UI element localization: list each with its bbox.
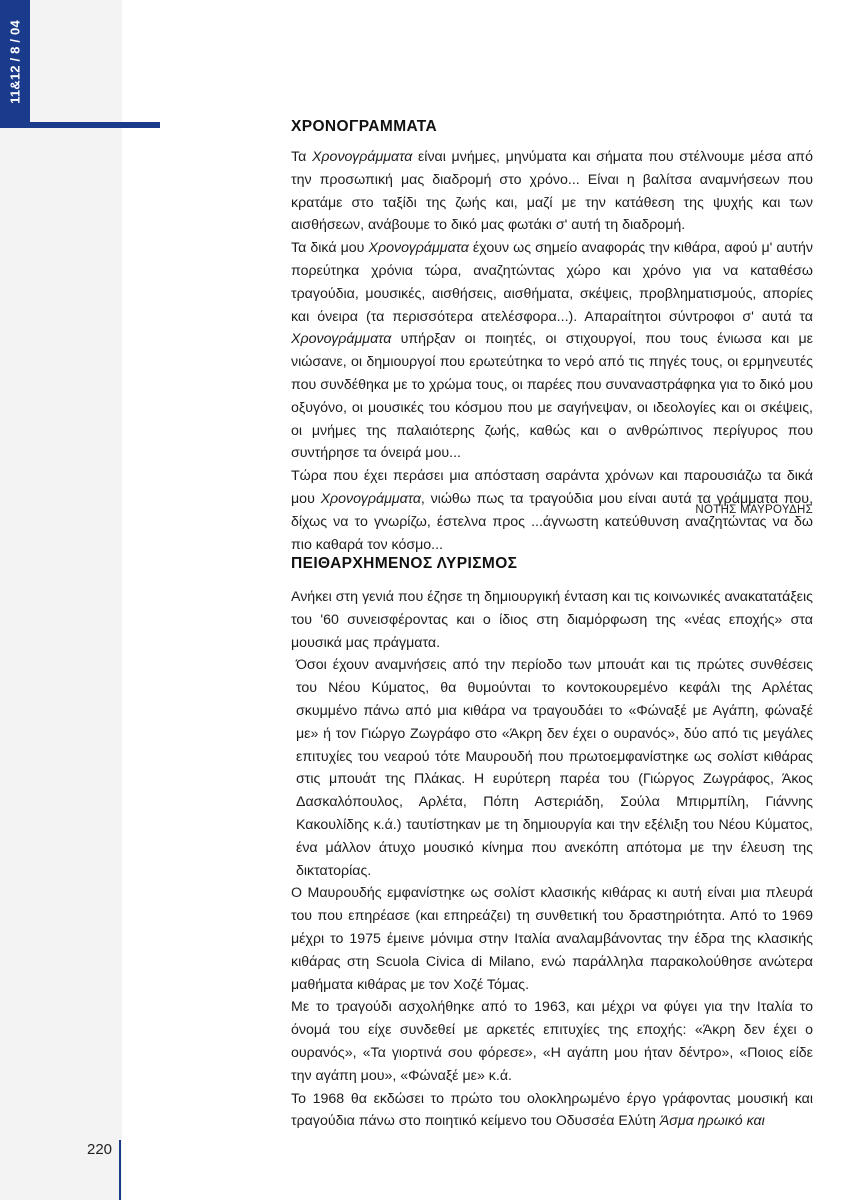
- paragraph: [291, 146, 813, 237]
- paragraph: Ο Μαυρουδής εμφανίστηκε ως σολίστ κλασικής κιθάρας κι αυτή είναι μια πλευρά του που επηρέασε (και επηρεάζει) τη συνθετική του δραστηριότητα. Από το 1969 μέχρι το 1975 έμεινε μόνιμα στην Ιταλία αναλαμβάνοντας την έδρα της κλασικής κιθάρας στη Scuola Civica di Milano, ενώ παράλληλα παρακολούθησε ανώτερα μαθήματα κιθάρας με τον Χοζέ Τόμας.: [291, 885, 813, 993]
- left-margin-panel: [0, 0, 122, 1200]
- text-run: , νιώθω πως τα τραγούδια μου είναι αυτά τα γράμματα που, δίχως να το γνωρίζω, έστελνα προς ...άγνωστη κατεύθυνση αναζητώντας να δω πιο καθαρά τον κόσμο...: [291, 490, 814, 553]
- paragraph: [291, 237, 813, 465]
- paragraph: Με το τραγούδι ασχολήθηκε από το 1963, και μέχρι να φύγει για την Ιταλία το όνομά του είχε συνδεθεί με αρκετές επιτυχίες της εποχής: «Άκρη δεν έχει ο ουρανός», «Τα γιορτινά σου φόρεσε», «Η αγάπη μου ήταν δέντρο», «Ποιος είδε την αγάπη μου», «Φώναξέ με» κ.ά.: [291, 999, 813, 1084]
- author-signature: ΝΟΤΗΣ ΜΑΥΡΟΥΔΗΣ: [695, 504, 813, 516]
- paragraph: [291, 1088, 813, 1134]
- section-text-chronogrammata: [291, 146, 813, 556]
- text-run: υπήρξαν οι ποιητές, οι στιχουργοί, που τους ένιωσα και με νιώσανε, οι δημιουργοί που ερωτεύτηκα το νερό από τις πηγές τους, οι ερμηνευτές που συνδέθηκα με το χρώμα τους, οι παρέες που συναναστράφηκα για το δικό μου οξυγόνο, οι μουσικές του κόσμου που με σαγήνεψαν, οι ιδεολογίες και οι σκέψεις, οι μνήμες της παλαιότερης ζωής, καθώς και ο ανθρώπινος περίγυρος που συντήρησε τα όνειρά μου...: [291, 331, 813, 462]
- text-run-italic: Χρονογράμματα: [311, 149, 413, 165]
- paragraph: Ανήκει στη γενιά που έζησε τη δημιουργική ένταση και τις κοινωνικές ανακατατάξεις του '60 συνεισφέροντας και ο ίδιος στη διαμόρφωση της «νέας εποχής» στα μουσικά μας πράγματα.: [291, 589, 813, 651]
- date-label: 11&12 / 8 / 04: [7, 20, 23, 104]
- paragraph: Όσοι έχουν αναμνήσεις από την περίοδο των μπουάτ και τις πρώτες συνθέσεις του Νέου Κύματος, θα θυμούνται το κοντοκουρεμένο κεφάλι της Αρλέτας σκυμμένο πάνω από μια κιθάρα να τραγουδάει το «Φώναξέ με Αγάπη, φώναξέ με» ή τον Γιώργο Ζωγράφο στο «Άκρη δεν έχει ο ουρανός», δύο από τις μεγάλες επιτυχίες του νεαρού τότε Μαυρουδή που πρωτοεμφανίστηκε ως σολίστ κιθάρας στις μπουάτ της Πλάκας. Η ευρύτερη παρέα του (Γιώργος Ζωγράφος, Άκος Δασκαλόπουλος, Αρλέτα, Πόπη Αστεριάδη, Σούλα Μπιρμπίλη, Γιάννης Κακουλίδης κ.ά.) ταυτίστηκαν με τη δημιουργία και την εξέλιξη του Νέου Κύματος, ένα μάλλον άτυχο μουσικό κίνημα που ανεκόπη απότομα με την έλευση της δικτατορίας.: [296, 657, 813, 879]
- text-run-italic: Χρονογράμματα: [368, 240, 469, 257]
- text-run: Τα: [291, 149, 312, 165]
- text-run: Τα δικά μου: [291, 240, 369, 257]
- text-run: είναι μνήμες, μηνύματα και σήματα που στέλνουμε μέσα από την προσωπική μας διαδρομή στο χρόνο... Είναι η βαλίτσα αναμνήσεων που κρατάμε στο ταξίδι της ζωής και, μαζί με την κατάθεση της ψυχής και των αισθήσεων, ανάβουμε το δικό μας φωτάκι σ' αυτή τη διαδρομή.: [291, 149, 813, 234]
- section-title-lyrismos: ΠΕΙΘΑΡΧΗΜΕΝΟΣ ΛΥΡΙΣΜΟΣ: [291, 555, 518, 572]
- date-tab: [0, 0, 30, 122]
- page-number: 220: [87, 1141, 113, 1158]
- text-run-italic: Χρονογράμματα: [291, 331, 392, 348]
- text-run: Το 1968 θα εκδώσει το πρώτο του ολοκληρωμένο έργο γράφοντας μουσική και τραγούδια πάνω στο ποιητικό κείμενο του Οδυσσέα Ελύτη: [291, 1090, 813, 1130]
- section-text-lyrismos: [291, 586, 813, 1133]
- section-title-chronogrammata: ΧΡΟΝΟΓΡΑΜΜΑΤΑ: [291, 118, 438, 135]
- page-number-rule: [119, 1140, 121, 1200]
- text-run: Τώρα που έχει περάσει μια απόσταση σαράντα χρόνων και παρουσιάζω τα δικά μου: [291, 468, 813, 507]
- text-run-italic: Άσμα ηρωικό και: [659, 1113, 765, 1130]
- header-rule: [0, 122, 160, 128]
- text-run-italic: Χρονογράμματα: [320, 490, 421, 507]
- text-run: έχουν ως σημείο αναφοράς την κιθάρα, αφού μ' αυτήν πορεύτηκα χρόνια τώρα, αναζητώντας χώρο και χρόνο για να καταθέσω τραγούδια, μουσικές, αισθήσεις, αισθήματα, σκέψεις, προβληματισμούς, απορίες και όνειρα (τα περισσότερα ατελέσφορα...). Απαραίτητοι σύντροφοι σ' αυτά τα: [291, 240, 813, 325]
